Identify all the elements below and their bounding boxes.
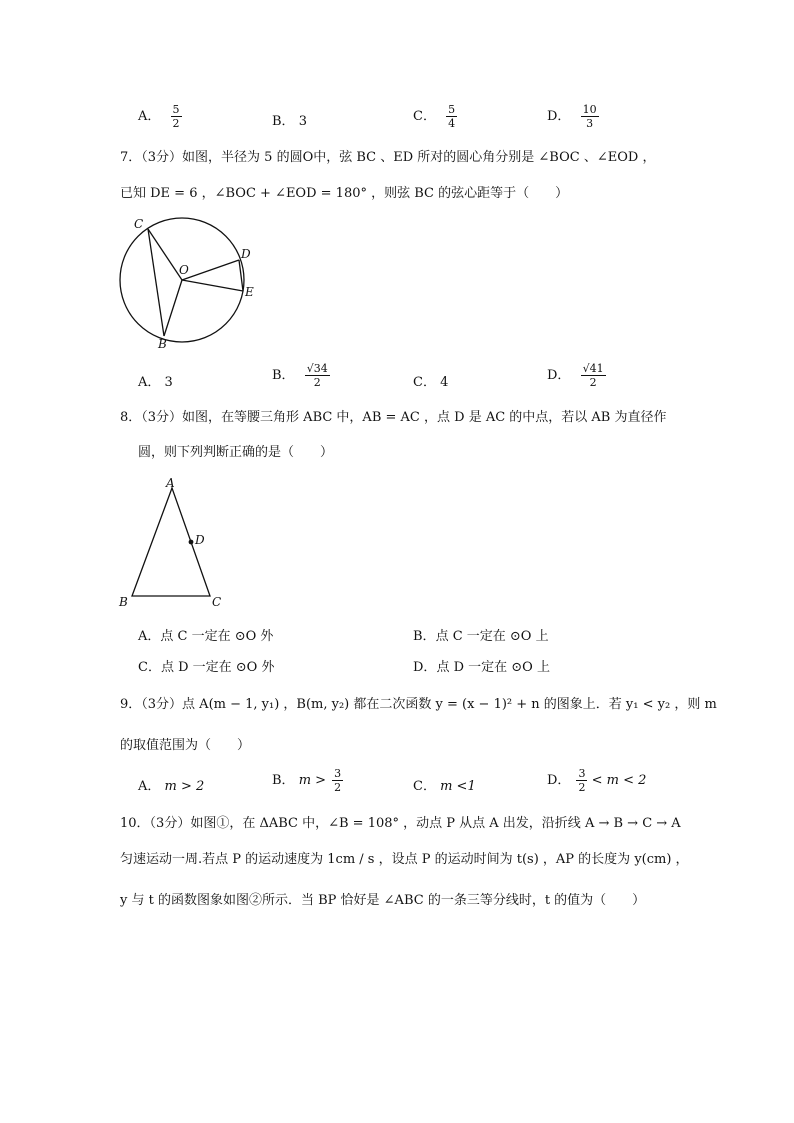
option-text: 4	[440, 375, 449, 390]
fraction	[332, 767, 343, 794]
numerator: √34	[306, 362, 328, 375]
option-label: B．	[272, 114, 295, 129]
q9-option-b[interactable]	[272, 767, 343, 794]
label-d: D	[195, 533, 205, 547]
option-text: 点 D 一定在 ⊙O 外	[160, 660, 275, 675]
q9-stem-line1: 9．（3分）点 A(m − 1, y₁) ，B(m, y₂) 都在二次函数 y = (x − 1)² + n 的图象上．若 y₁ < y₂ ，则 m	[120, 697, 717, 712]
option-text: 点 C 一定在 ⊙O 外	[160, 629, 274, 644]
option-text: < m < 2	[591, 773, 647, 788]
q9-option-a[interactable]	[138, 775, 204, 794]
option-label: B．	[413, 629, 436, 644]
q10-stem-line1: 10．（3分）如图①，在 ΔABC 中，∠B = 108° ，动点 P 从点 A 出发，沿折线 A → B → C → A	[120, 816, 681, 831]
point-d	[189, 540, 194, 545]
denominator: 2	[589, 376, 597, 389]
option-label: B．	[272, 368, 295, 383]
q8-option-b[interactable]	[413, 625, 549, 644]
option-label: D．	[413, 660, 437, 675]
option-label: C．	[413, 779, 436, 794]
option-text: m >	[298, 773, 327, 788]
label-c: C	[212, 595, 222, 609]
option-text: m <1	[440, 779, 476, 794]
denominator: 2	[334, 781, 342, 794]
option-label: A．	[138, 375, 161, 390]
q9-option-c[interactable]	[413, 775, 476, 794]
label-e: E	[245, 285, 254, 299]
denominator: 2	[313, 376, 321, 389]
denominator: 2	[578, 781, 586, 794]
option-label: B．	[272, 773, 295, 788]
option-label: A．	[138, 629, 161, 644]
q8-option-d[interactable]	[413, 656, 550, 675]
label-d: D	[241, 247, 251, 261]
option-label: C．	[413, 109, 436, 124]
numerator: 10	[582, 103, 597, 116]
q9-stem-line2: 的取值范围为（ ）	[120, 738, 251, 753]
option-text: 点 D 一定在 ⊙O 上	[436, 660, 550, 675]
numerator: √41	[582, 362, 604, 375]
fraction	[576, 767, 587, 794]
numerator: 3	[334, 767, 342, 780]
label-c: C	[134, 217, 144, 231]
denominator: 3	[586, 117, 594, 130]
label-b: B	[119, 595, 128, 609]
q8-option-c[interactable]	[138, 656, 274, 675]
option-label: A．	[138, 779, 161, 794]
option-text: 3	[298, 114, 307, 129]
option-label: C．	[138, 660, 161, 675]
denominator: 4	[448, 117, 456, 130]
numerator: 5	[172, 103, 180, 116]
option-text: 3	[164, 375, 173, 390]
q8-option-a[interactable]	[138, 625, 273, 644]
q10-stem-line2: 匀速运动一周.若点 P 的运动速度为 1cm / s ，设点 P 的运动时间为 t(s) ，AP 的长度为 y(cm) ，	[120, 852, 689, 867]
q9-option-d[interactable]	[547, 767, 646, 794]
label-o: O	[179, 263, 189, 277]
q7-stem-line1: 7．（3分）如图，半径为 5 的圆O中，弦 BC 、ED 所对的圆心角分别是 ∠BOC 、∠EOD ，	[120, 150, 656, 165]
numerator: 3	[578, 767, 586, 780]
option-text: m > 2	[164, 779, 205, 794]
q8-stem-line1: 8．（3分）如图，在等腰三角形 ABC 中，AB = AC ，点 D 是 AC 的中点，若以 AB 为直径作	[120, 410, 667, 425]
option-label: D．	[547, 109, 571, 124]
label-a: A	[166, 476, 175, 490]
q7-stem-line2: 已知 DE = 6 ，∠BOC + ∠EOD = 180° ，则弦 BC 的弦心距等于（ ）	[120, 186, 569, 201]
option-label: A．	[138, 109, 161, 124]
denominator: 2	[172, 117, 180, 130]
option-label: D．	[547, 773, 571, 788]
numerator: 5	[448, 103, 456, 116]
option-label: D．	[547, 368, 571, 383]
label-b: B	[158, 337, 167, 351]
q8-stem-line2: 圆，则下列判断正确的是（ ）	[138, 445, 334, 460]
option-text: 点 C 一定在 ⊙O 上	[435, 629, 549, 644]
option-label: C．	[413, 375, 436, 390]
q10-stem-line3: y 与 t 的函数图象如图②所示．当 BP 恰好是 ∠ABC 的一条三等分线时，t 的值为（ ）	[120, 893, 646, 908]
